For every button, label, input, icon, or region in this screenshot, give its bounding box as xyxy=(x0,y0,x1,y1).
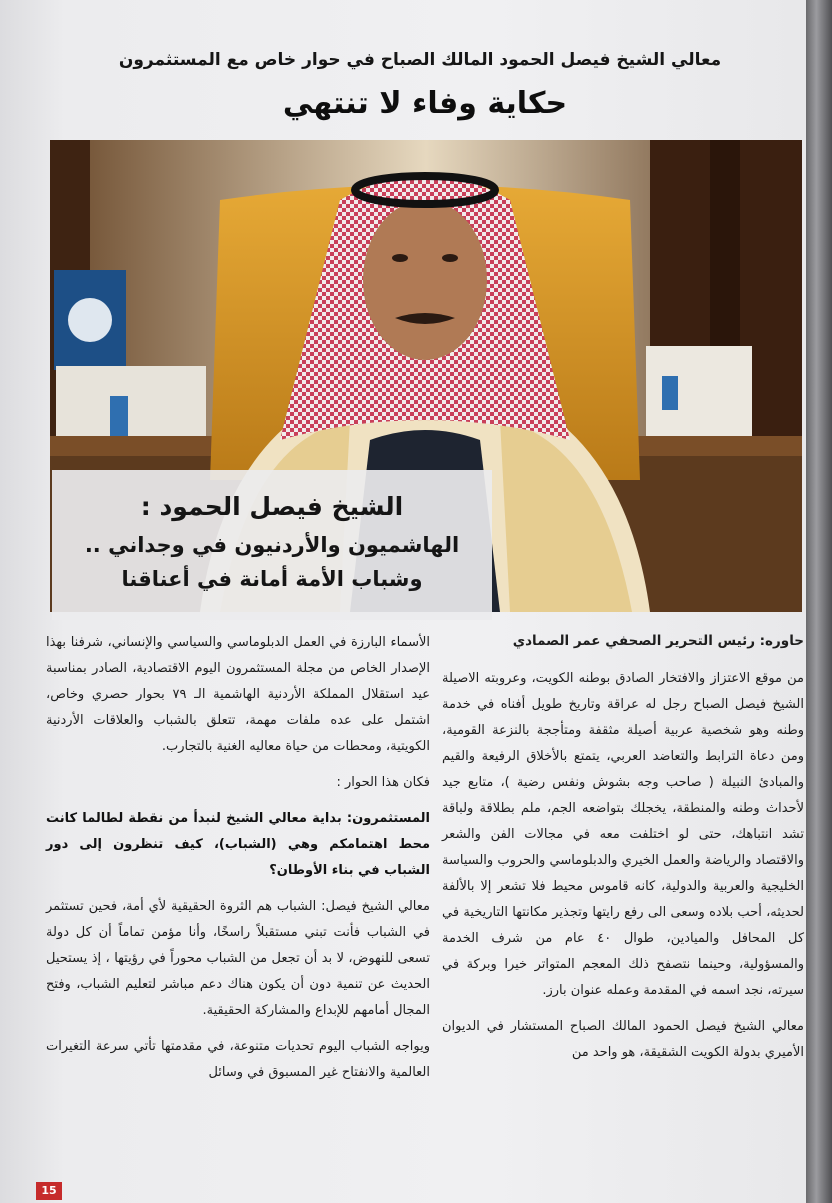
article-kicker: معالي الشيخ فيصل الحمود المالك الصباح في حوار خاص مع المستثمرون xyxy=(118,50,722,70)
answer-continuation: ويواجه الشباب اليوم تحديات متنوعة، في مقدمتها تأتي سرعة التغيرات العالمية والانفتاح غير المسبوق في وسائل xyxy=(46,1039,430,1080)
intro-paragraph: من موقع الاعتزاز والافتخار الصادق بوطنه الكويت، وعروبته الاصيلة الشيخ فيصل الصباح رجل له عراقة وتاريخ طويل أفناه في خدمة وطنه وهو شخصية عربية أصيلة مثقفة ومتأججة بالنزعة القومية، ومن دعاة الترابط والتعاضد العربي، يتمتع بالأخلاق الرفيعة والقيم والمبادئ النبيلة ( صاحب وجه بشوش ونفس رضية )، متابع جيد لأحداث وطنه والمنطقة، يخجلك بتواضعه الجم، ملم بطلاقة ولباقة تشد انتباهك، حتى لو اختلفت معه في مجالات الفن والشعر والاقتصاد والرياضة والعمل الخيري والدبلوماسي والحروب والسياسة الخليجية والعربية والدولية، كانه قاموس محيط فلا تشعر إلا بالألفة لحديثه، أحب بلاده وسعى الى رفع رايتها وتجذير مكانتها التاريخية في كل المحافل والميادين، طوال ٤٠ عام من شرف الخدمة والمسؤولية، وحينما نتصفح ذلك المعجم المتواتر خيرا وبركة في سيرته، نجد اسمه في المقدمة وعمله عنوان بارز. xyxy=(442,671,805,998)
caption-name: الشيخ فيصل الحمود : xyxy=(140,492,404,521)
caption-quote-line-2: وشباب الأمة أمانة في أعناقنا xyxy=(121,567,423,591)
page-edge xyxy=(806,0,832,1203)
interview-answer: معالي الشيخ فيصل: الشباب هم الثروة الحقيقية لأي أمة، فحين تستثمر في الشباب فأنت تبني مستقبلاً راسخًا، وأنا مؤمن تماماً أن كل دولة تسعى للنهوض، لا بد أن تجعل من الشباب محوراً في رؤيتها ، إذ يستحيل الحديث عن تنمية دون أن يكون هناك دعم مباشر لتعليم الشباب، وفتح المجال أمامهم للإبداع والمشاركة الحقيقية. xyxy=(46,899,430,1018)
interview-question: المستثمرون: بداية معالي الشيخ لنبدأ من نقطة لطالما كانت محط اهتمامكم وهي (الشباب)، كيف تنظرون إلى دور الشباب في بناء الأوطان؟ xyxy=(46,811,430,878)
profile-paragraph: معالي الشيخ فيصل الحمود المالك الصباح المستشار في الديوان الأميري بدولة الكويت الشقيقة، هو واحد من xyxy=(442,1019,804,1060)
article-headline: حكاية وفاء لا تنتهي xyxy=(282,86,568,121)
continuation-paragraph: الأسماء البارزة في العمل الدبلوماسي والسياسي والإنساني، شرفنا بهذا الإصدار الخاص من مجلة المستثمرون اليوم الاقتصادية، الصادر بمناسبة عيد استقلال المملكة الأردنية الهاشمية الـ ٧٩ بحوار حصري وخاص، اشتمل على عده ملفات مهمة، تتعلق بالشباب والعلاقات الأردنية الكويتية، ومحطات من حياة معاليه الغنية بالتجارب. xyxy=(46,635,431,754)
photo-caption-box xyxy=(52,470,492,620)
page-number: 15 xyxy=(36,1182,62,1200)
interviewer-credit: حاوره: رئيس التحرير الصحفي عمر الصمادي xyxy=(512,633,804,649)
interview-lead: فكان هذا الحوار : xyxy=(336,775,430,790)
article-column-right xyxy=(442,628,804,1076)
caption-quote-line-1: الهاشميون والأردنيون في وجداني .. xyxy=(84,533,460,557)
article-column-left xyxy=(46,630,430,1096)
